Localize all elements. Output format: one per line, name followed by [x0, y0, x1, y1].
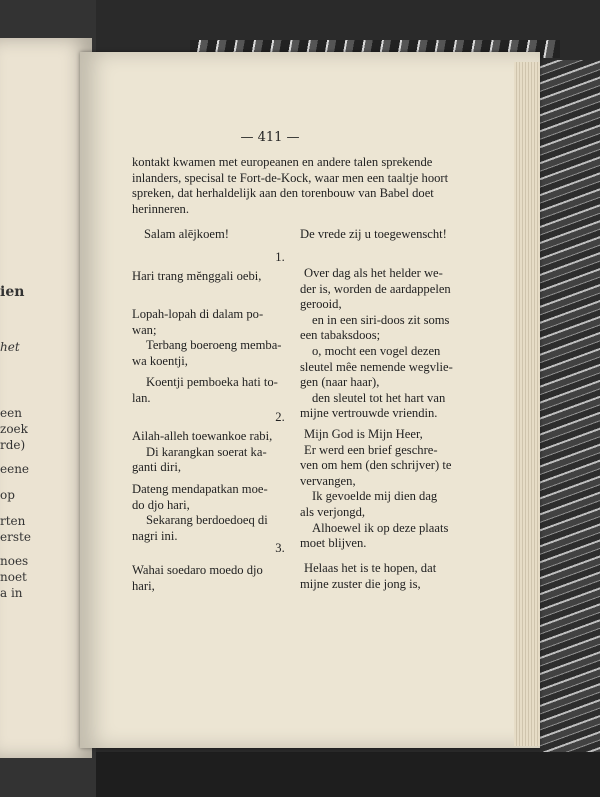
translation-line: als verjongd,: [300, 504, 366, 519]
stanza-2-right: [300, 427, 452, 552]
stanza-1-right: [300, 266, 453, 422]
translation-line: Ik gevoelde mij dien dag: [312, 489, 438, 504]
left-fragment: het: [0, 340, 20, 354]
verse-line: lan.: [132, 390, 151, 405]
translation-line: sleutel mêe nemende wegvlie-: [300, 359, 453, 374]
stanza-2-left-a: [132, 429, 282, 476]
translation-line: der is, worden de aardappelen: [300, 281, 451, 296]
intro-line: kontakt kwamen met europeanen en andere talen sprekende: [132, 155, 433, 169]
left-fragment: rten: [0, 514, 26, 528]
verse-line: hari,: [132, 578, 155, 593]
translation-line: een tabaksdoos;: [300, 328, 381, 343]
translation-line: vervangen,: [300, 473, 356, 488]
stanza-number: 3.: [275, 541, 285, 555]
intro-line: herinneren.: [132, 201, 189, 216]
stanza-1-left-c: [132, 375, 282, 406]
heading-left: Salam alējkoem!: [144, 227, 229, 241]
marbled-cover-edge: [540, 60, 600, 760]
translation-line: Helaas het is te hopen, dat: [304, 561, 437, 575]
left-page: [0, 38, 92, 758]
verse-line: nagri ini.: [132, 528, 178, 543]
translation-line: o, mocht een vogel dezen: [312, 343, 441, 358]
intro-line: inlanders, specisal te Fort-de-Kock, waar men een taaltje hoort: [132, 170, 449, 185]
stanza-1-left-a: [132, 269, 282, 285]
translation-line: en in een siri-doos zit soms: [312, 312, 450, 327]
translation-line: mijne vertrouwde vriendin.: [300, 406, 438, 421]
translation-line: mijne zuster die jong is,: [300, 576, 421, 591]
page-edges: [514, 62, 540, 746]
stanza-2-left-b: [132, 482, 282, 544]
verse-line: ganti diri,: [132, 460, 181, 475]
verse-line: wa koentji,: [132, 353, 188, 368]
verse-line: Sekarang berdoedoeq di: [146, 513, 268, 528]
verse-line: wan;: [132, 322, 157, 337]
left-fragment: ien: [0, 284, 25, 300]
left-fragment: zoek: [0, 422, 28, 436]
stanza-1-left-b: [132, 307, 282, 369]
verse-line: Terbang boeroeng memba-: [146, 338, 282, 353]
verse-line: Di karangkan soerat ka-: [146, 444, 267, 459]
verse-line: Hari trang mĕnggali oebi,: [132, 269, 262, 283]
left-fragment: eene: [0, 462, 30, 476]
left-fragment: a in: [0, 586, 23, 600]
heading-right: De vrede zij u toegewenscht!: [300, 227, 447, 241]
left-fragment: rde): [0, 438, 26, 452]
verse-line: Dateng mendapatkan moe-: [132, 482, 268, 496]
verse-line: Lopah-lopah di dalam po-: [132, 307, 264, 321]
left-fragment: op: [0, 488, 15, 502]
translation-line: gen (naar haar),: [300, 375, 380, 390]
translation-line: Over dag als het helder we-: [304, 266, 443, 280]
translation-line: gerooid,: [300, 297, 342, 312]
intro-line: spreken, dat herhaldelijk aan den torenbouw van Babel doet: [132, 186, 434, 201]
verse-line: do djo hari,: [132, 497, 190, 512]
translation-line: Alhoewel ik op deze plaats: [312, 520, 449, 535]
verse-line: Koentji pemboeka hati to-: [146, 375, 278, 389]
left-fragment: erste: [0, 530, 31, 544]
scanner-bottom-edge: [96, 752, 600, 797]
stanza-number: 1.: [275, 250, 285, 264]
translation-line: Er werd een brief geschre-: [304, 442, 438, 457]
intro-paragraph: [132, 155, 449, 217]
translation-line: Mijn God is Mijn Heer,: [304, 427, 423, 441]
verse-line: Ailah-alleh toewankoe rabi,: [132, 429, 273, 443]
stanza-3-left: [132, 563, 282, 594]
stanza-3-right: [300, 561, 437, 592]
page-number: — 411 —: [240, 130, 300, 145]
left-fragment: noes: [0, 554, 29, 568]
left-fragment: een: [0, 406, 22, 420]
translation-line: moet blijven.: [300, 536, 367, 551]
verse-line: Wahai soedaro moedo djo: [132, 563, 263, 577]
left-fragment: noet: [0, 570, 27, 584]
translation-line: ven om hem (den schrijver) te: [300, 458, 452, 473]
stanza-number: 2.: [275, 410, 285, 424]
translation-line: den sleutel tot het hart van: [312, 390, 446, 405]
